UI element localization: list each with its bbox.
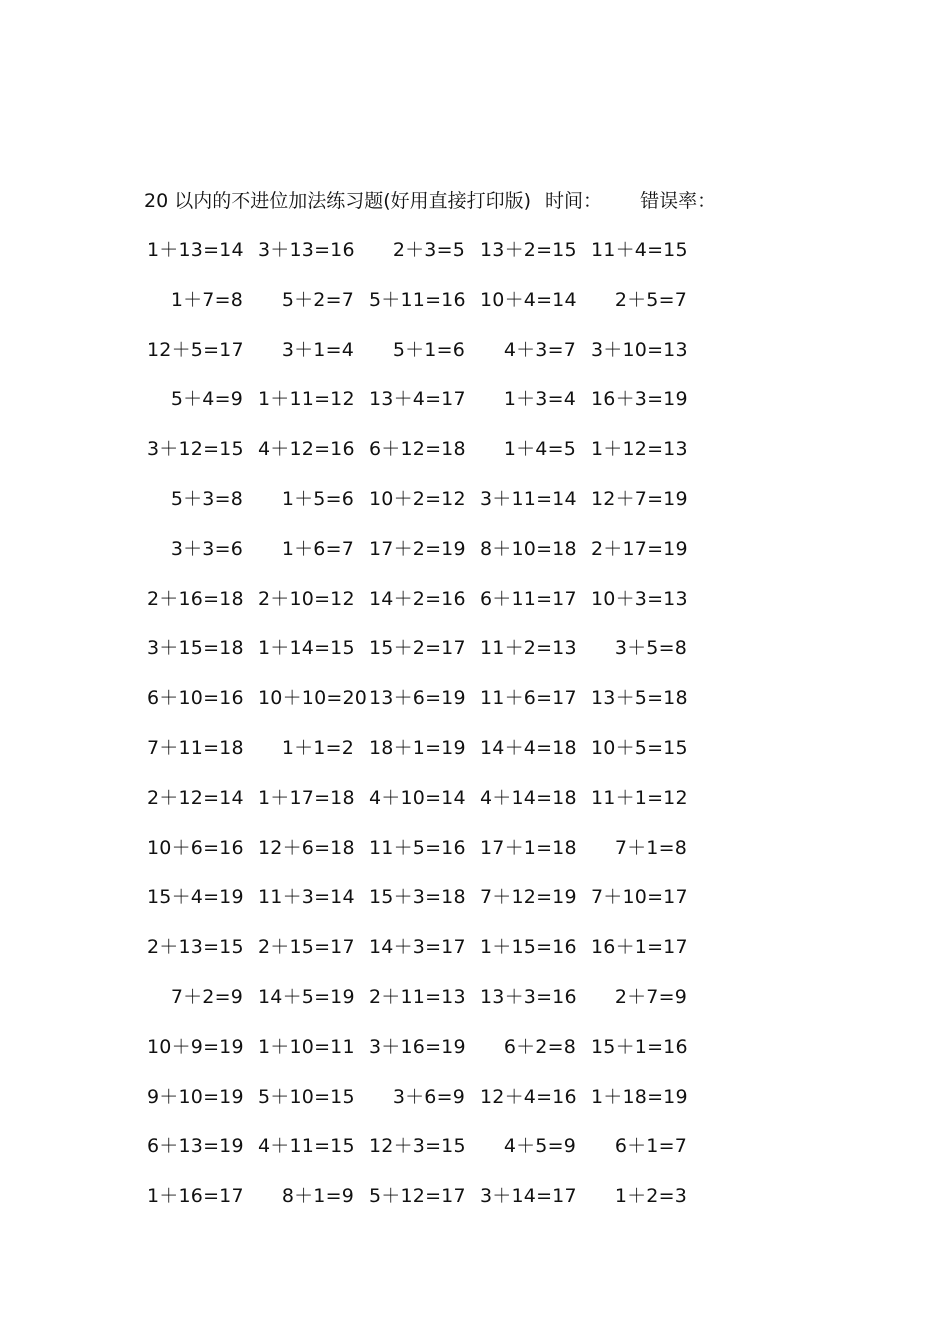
addition-problem: 3＋12=15 [147, 438, 244, 461]
addition-problem: 15＋1=16 [591, 1035, 688, 1058]
addition-problem: 1＋3=4 [503, 388, 576, 411]
addition-problem: 5＋11=16 [369, 288, 466, 311]
addition-problem: 10＋9=19 [147, 1035, 244, 1058]
addition-problem: 10＋2=12 [369, 487, 466, 510]
problem-row [0, 1131, 950, 1181]
problem-row [0, 285, 950, 335]
addition-problem: 12＋7=19 [591, 487, 688, 510]
addition-problem: 12＋5=17 [147, 338, 244, 361]
addition-problem: 1＋12=13 [591, 438, 688, 461]
addition-problem: 3＋13=16 [258, 239, 355, 261]
addition-problem: 14＋3=17 [369, 936, 466, 959]
addition-problem: 5＋1=6 [392, 338, 465, 361]
addition-problem: 4＋11=15 [258, 1135, 355, 1158]
addition-problem: 5＋2=7 [281, 288, 354, 311]
addition-problem: 1＋18=19 [591, 1085, 688, 1108]
addition-problem: 1＋1=2 [281, 736, 354, 759]
addition-problem: 17＋1=18 [480, 836, 577, 859]
problem-row [0, 1032, 950, 1082]
addition-problem: 1＋5=6 [281, 487, 354, 510]
addition-problem: 3＋11=14 [480, 487, 577, 510]
addition-problem: 12＋4=16 [480, 1085, 577, 1108]
problem-row [0, 683, 950, 733]
addition-problem: 3＋10=13 [591, 338, 688, 361]
addition-problem: 3＋3=6 [170, 537, 243, 560]
addition-problem: 5＋3=8 [170, 487, 243, 510]
addition-problem: 17＋2=19 [369, 537, 466, 560]
addition-problem: 1＋16=17 [147, 1185, 244, 1208]
addition-problem: 3＋6=9 [392, 1085, 465, 1108]
addition-problem: 2＋3=5 [392, 239, 465, 261]
addition-problem: 5＋4=9 [170, 388, 243, 411]
addition-problem: 6＋2=8 [503, 1035, 576, 1058]
addition-problem: 1＋15=16 [480, 936, 577, 959]
addition-problem: 7＋11=18 [147, 736, 244, 759]
error-rate-label: 错误率： [640, 190, 717, 212]
problem-row [0, 733, 950, 783]
addition-problem: 6＋13=19 [147, 1135, 244, 1158]
addition-problem: 1＋11=12 [258, 388, 355, 411]
worksheet-title: 20 以内的不进位加法练习题(好用直接打印版) [144, 190, 532, 212]
addition-problem: 1＋14=15 [258, 637, 355, 660]
problem-row [0, 1181, 950, 1231]
problem-row [0, 783, 950, 833]
problem-row [0, 335, 950, 385]
addition-problem: 3＋14=17 [480, 1185, 577, 1208]
addition-problem: 13＋2=15 [480, 239, 577, 261]
addition-problem: 3＋5=8 [614, 637, 687, 660]
addition-problem: 8＋1=9 [281, 1185, 354, 1208]
addition-problem: 3＋15=18 [147, 637, 244, 660]
addition-problem: 1＋6=7 [281, 537, 354, 560]
addition-problem: 1＋10=11 [258, 1035, 355, 1058]
problem-row [0, 384, 950, 434]
addition-problem: 11＋3=14 [258, 886, 355, 909]
addition-problem: 10＋6=16 [147, 836, 244, 859]
addition-problem: 5＋10=15 [258, 1085, 355, 1108]
problem-row [0, 534, 950, 584]
worksheet-header [144, 186, 716, 216]
addition-problem: 13＋6=19 [369, 687, 466, 710]
addition-problem: 11＋1=12 [591, 786, 688, 809]
addition-problem: 15＋3=18 [369, 886, 466, 909]
addition-problem: 6＋11=17 [480, 587, 577, 610]
problem-row [0, 235, 950, 285]
problem-row [0, 633, 950, 683]
addition-problem: 2＋11=13 [369, 985, 466, 1008]
addition-problem: 12＋6=18 [258, 836, 355, 859]
addition-problem: 2＋17=19 [591, 537, 688, 560]
addition-problem: 14＋2=16 [369, 587, 466, 610]
addition-problem: 2＋15=17 [258, 936, 355, 959]
problem-row [0, 833, 950, 883]
addition-problem: 3＋16=19 [369, 1035, 466, 1058]
addition-problem: 15＋4=19 [147, 886, 244, 909]
addition-problem: 4＋14=18 [480, 786, 577, 809]
addition-problem: 6＋12=18 [369, 438, 466, 461]
addition-problem: 2＋10=12 [258, 587, 355, 610]
addition-problem: 1＋2=3 [614, 1185, 687, 1208]
problem-row [0, 584, 950, 634]
addition-problem: 4＋12=16 [258, 438, 355, 461]
addition-problem: 1＋7=8 [170, 288, 243, 311]
problem-row [0, 932, 950, 982]
problem-row [0, 1082, 950, 1132]
problem-row [0, 982, 950, 1032]
addition-problem: 2＋7=9 [614, 985, 687, 1008]
addition-problem: 5＋12=17 [369, 1185, 466, 1208]
addition-problem: 16＋3=19 [591, 388, 688, 411]
addition-problem: 10＋3=13 [591, 587, 688, 610]
time-label: 时间： [545, 190, 603, 212]
addition-problem: 4＋3=7 [503, 338, 576, 361]
addition-problem: 1＋4=5 [503, 438, 576, 461]
addition-problem: 7＋10=17 [591, 886, 688, 909]
addition-problem: 8＋10=18 [480, 537, 577, 560]
problem-grid [0, 235, 950, 1231]
addition-problem: 9＋10=19 [147, 1085, 244, 1108]
addition-problem: 3＋1=4 [281, 338, 354, 361]
addition-problem: 7＋12=19 [480, 886, 577, 909]
addition-problem: 2＋5=7 [614, 288, 687, 311]
addition-problem: 11＋6=17 [480, 687, 577, 710]
addition-problem: 7＋1=8 [614, 836, 687, 859]
addition-problem: 6＋1=7 [614, 1135, 687, 1158]
problem-row [0, 882, 950, 932]
addition-problem: 14＋4=18 [480, 736, 577, 759]
addition-problem: 11＋4=15 [591, 239, 688, 261]
addition-problem: 13＋4=17 [369, 388, 466, 411]
addition-problem: 2＋16=18 [147, 587, 244, 610]
addition-problem: 14＋5=19 [258, 985, 355, 1008]
addition-problem: 1＋17=18 [258, 786, 355, 809]
addition-problem: 18＋1=19 [369, 736, 466, 759]
addition-problem: 13＋5=18 [591, 687, 688, 710]
addition-problem: 10＋4=14 [480, 288, 577, 311]
addition-problem: 15＋2=17 [369, 637, 466, 660]
addition-problem: 11＋5=16 [369, 836, 466, 859]
problem-row [0, 434, 950, 484]
addition-problem: 4＋5=9 [503, 1135, 576, 1158]
addition-problem: 4＋10=14 [369, 786, 466, 809]
addition-problem: 7＋2=9 [170, 985, 243, 1008]
addition-problem: 6＋10=16 [147, 687, 244, 710]
addition-problem: 12＋3=15 [369, 1135, 466, 1158]
problem-row [0, 484, 950, 534]
addition-problem: 13＋3=16 [480, 985, 577, 1008]
addition-problem: 11＋2=13 [480, 637, 577, 660]
addition-problem: 2＋12=14 [147, 786, 244, 809]
addition-problem: 2＋13=15 [147, 936, 244, 959]
addition-problem: 10＋5=15 [591, 736, 688, 759]
addition-problem: 16＋1=17 [591, 936, 688, 959]
addition-problem: 1＋13=14 [147, 239, 244, 261]
addition-problem: 10＋10=20 [258, 687, 368, 710]
